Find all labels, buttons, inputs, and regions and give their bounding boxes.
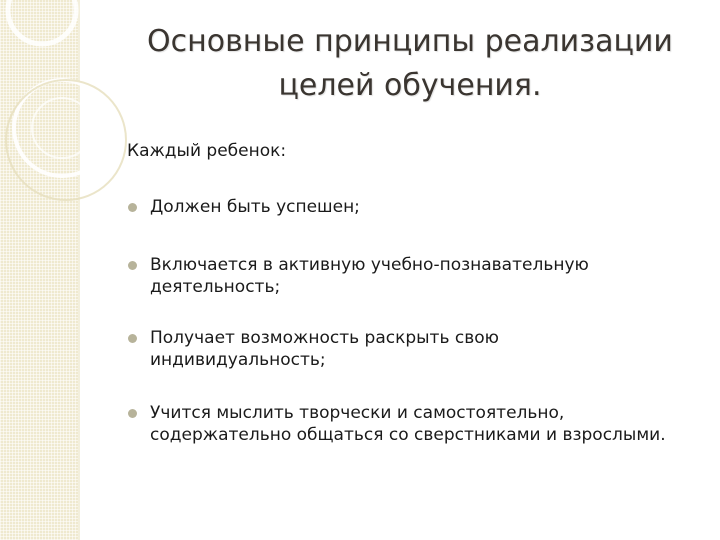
bullet-dot-icon	[128, 203, 137, 212]
bullet-line: содержательно общаться со сверстниками и взрослыми.	[150, 425, 666, 445]
bullet-line: деятельность;	[150, 277, 281, 297]
bullet-dot-icon	[128, 334, 137, 343]
bullet-text	[150, 327, 706, 371]
bullet-line: Получает возможность раскрыть свою	[150, 328, 499, 348]
bullet-dot-icon	[128, 409, 137, 418]
intro-text: Каждый ребенок:	[127, 141, 287, 161]
bullet-line: Учится мыслить творчески и самостоятельно,	[150, 403, 565, 423]
bullet-dot-icon	[128, 261, 137, 270]
bullet-line: Включается в активную учебно-познавательную	[150, 255, 589, 275]
title-line-1: Основные принципы реализации	[147, 24, 673, 59]
bullet-line: Должен быть успешен;	[150, 197, 360, 217]
bullet-text	[150, 196, 706, 218]
title-line-2: целей обучения.	[278, 68, 542, 103]
slide-title	[110, 20, 710, 108]
bullet-line: индивидуальность;	[150, 350, 326, 370]
bullet-text	[150, 254, 706, 298]
bullet-text	[150, 402, 706, 446]
